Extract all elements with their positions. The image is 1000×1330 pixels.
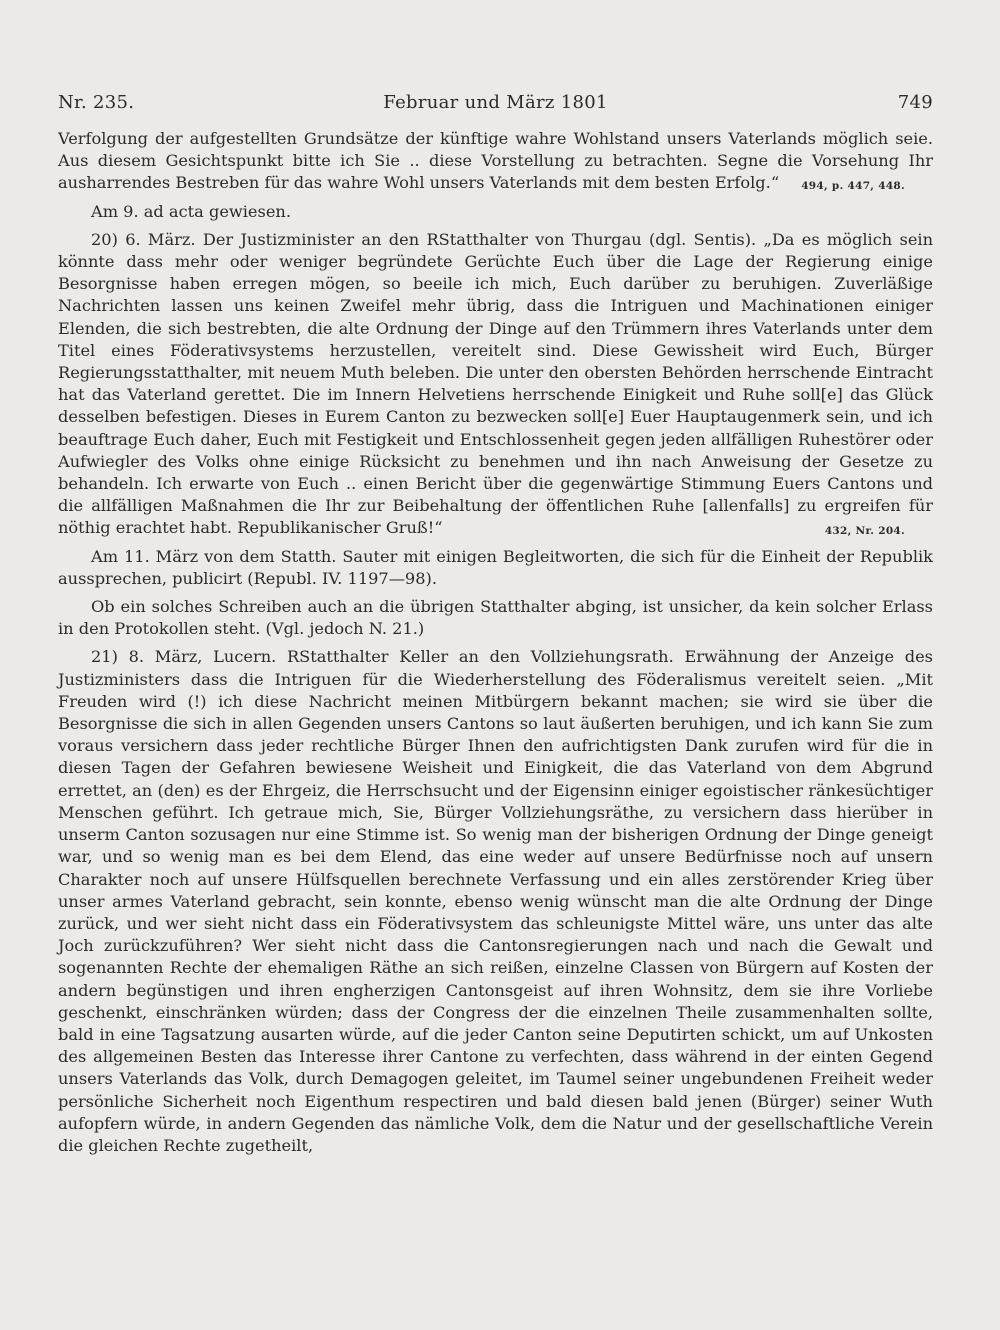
paragraph-continuation [58,128,933,195]
paragraph-text: Am 11. März von dem Statth. Sauter mit einigen Begleitworten, die sich für die Einheit der Republik aussprechen, publicirt (Republ. IV. 1197—98). [58,546,933,588]
paragraph-text: Ob ein solches Schreiben auch an die übrigen Statthalter abging, ist unsicher, da kein solcher Erlass in den Protokollen steht. (Vgl. jedoch N. 21.) [58,597,933,639]
paragraph-text: Verfolgung der aufgestellten Grundsätze der künftige wahre Wohlstand unsers Vaterlands möglich seie. Aus diesem Gesichtspunkt bitte ich Sie .. diese Vorstellung zu betrachten. Segne die Vorsehung Ihr ausharrendes Bestreben für das wahre Wohl unsers Vaterlands mit dem besten Erfolg.“ [58,129,933,193]
paragraph-note [58,201,933,223]
paragraph-note [58,546,933,590]
page-header [58,92,933,116]
document-number: Nr. 235. [58,92,135,113]
paragraph-entry-21 [58,646,933,1157]
page-number: 749 [897,92,933,113]
paragraph-text: Am 9. ad acta gewiesen. [91,201,291,221]
source-reference: 432, Nr. 204. [824,525,905,538]
paragraph-note [58,596,933,640]
paragraph-text: 20) 6. März. Der Justizminister an den RStatthalter von Thurgau (dgl. Sentis). „Da es möglich sein könnte dass mehr oder weniger begründete Gerüchte Euch über die Lage der Regierung einige Besorgnisse haben erregen mögen, so beeile ich mich, Euch darüber zu beruhigen. Zuverläßige Nachrichten lassen uns keinen Zweifel mehr übrig, dass die Intriguen und Machinationen einiger Elenden, die sich bestrebten, die alte Ordnung der Dinge auf den Trümmern ihres Vaterlands unter dem Titel eines Föderativsystems herzustellen, vereitelt sind. Diese Gewissheit wird Euch, Bürger Regierungsstatthalter, mit neuem Muth beleben. Die unter den obersten Behörden herrschende Eintracht hat das Vaterland gerettet. Die im Innern Helvetiens herrschende Einigkeit und Ruhe soll[e] das Glück desselben befestigen. Dieses in Eurem Canton zu bezwecken soll[e] Euer Hauptaugenmerk sein, und ich beauftrage Euch daher, Euch mit Festigkeit und Entschlossenheit gegen jeden allfälligen Ruhestörer oder Aufwiegler des Volks ohne einige Rücksicht zu benehmen und ihn nach Anweisung der Gesetze zu behandeln. Ich erwarte von Euch .. einen Bericht über die gegenwärtige Stimmung Euers Cantons und die allfälligen Maßnahmen die Ihr zur Beibehaltung der öffentlichen Ruhe [allenfalls] zu ergreifen für nöthig erachtet habt. Republikanischer Gruß!“ [58,229,933,538]
running-title: Februar und März 1801 [383,92,608,113]
source-reference: 494, p. 447, 448. [801,180,905,193]
paragraph-text: 21) 8. März, Lucern. RStatthalter Keller an den Vollziehungsrath. Erwähnung der Anzeige des Justizministers dass die Intriguen für die Wiederherstellung des Föderalismus vereitelt seien. „Mit Freuden wird (!) ich diese Nachricht meinen Mitbürgern bekannt machen; sie wird sie über die Besorgnisse die sich in allen Gegenden unsers Cantons so laut äußerten beruhigen, und ich kann Sie zum voraus versichern dass jeder rechtliche Bürger Ihnen den aufrichtigsten Dank zurufen wird für die in diesen Tagen der Gefahren bewiesene Weisheit und Einigkeit, die das Vaterland von dem Abgrund errettet, an (den) es der Ehrgeiz, die Herrschsucht und der Eigensinn einiger egoistischer ränkesüchtiger Menschen geführt. Ich getraue mich, Sie, Bürger Vollziehungsräthe, zu versichern dass hierüber in unserm Canton sozusagen nur eine Stimme ist. So wenig man der bisherigen Ordnung der Dinge geneigt war, und so wenig man es bei dem Elend, das eine weder auf unsere Bedürfnisse noch auf unsern Charakter noch auf unsere Hülfsquellen berechnete Verfassung und ein alles zerstörender Krieg über unser armes Vaterland gebracht, sein konnte, ebenso wenig wünscht man die alte Ordnung der Dinge zurück, und wer sieht nicht dass ein Föderativsystem das schleunigste Mittel wäre, uns unter das alte Joch zurückzuführen? Wer sieht nicht dass die Cantonsregierungen nach und nach die Gewalt und sogenannten Rechte der ehemaligen Räthe an sich reißen, einzelne Classen von Bürgern auf Kosten der andern begünstigen und ihren engherzigen Cantonsgeist auf ihren Wohnsitz, dem sie ihre Vorliebe geschenkt, einschränken würden; dass der Congress der die einzelnen Theile zusammenhalten sollte, bald in eine Tagsatzung ausarten würde, auf die jeder Canton seine Deputirten schickt, um auf Unkosten des allgemeinen Besten das Interesse ihrer Cantone zu verfechten, dass während in der einten Gegend unsers Vaterlands das Volk, durch Demagogen geleitet, im Taumel seiner ungebundenen Freiheit weder persönliche Sicherheit noch Eigenthum respectiren und bald diesen bald jenen (Bürger) seiner Wuth aufopfern würde, in andern Gegenden das nämliche Volk, dem die Natur und der gesellschaftliche Verein die gleichen Rechte zugetheilt, [58,647,933,1155]
paragraph-entry-20 [58,229,933,540]
body-text [58,128,933,1157]
